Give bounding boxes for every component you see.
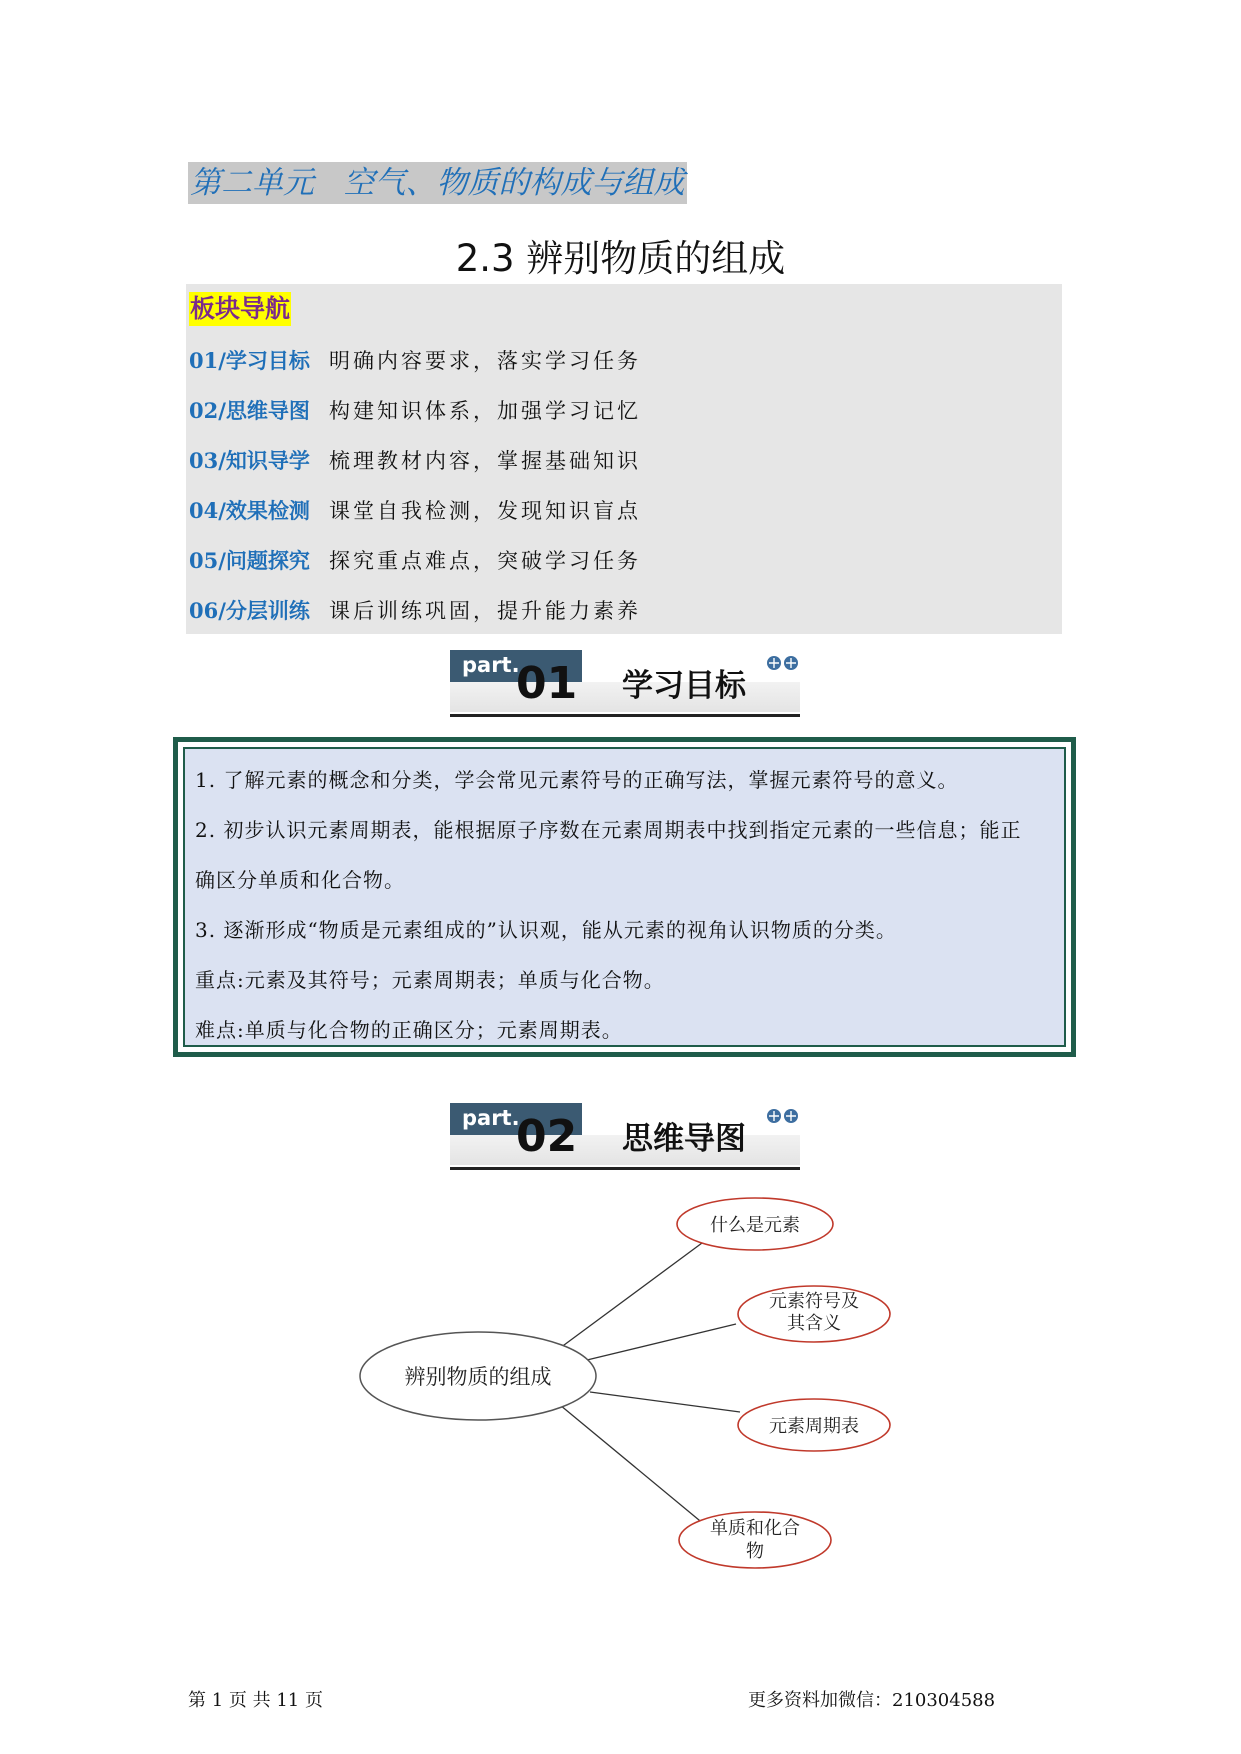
nav-item-desc: 探究重点难点，突破学习任务 — [329, 549, 641, 573]
section-navigation — [186, 284, 1062, 634]
nav-item — [189, 538, 641, 584]
goal-line: 难点:单质与化合物的正确区分；元素周期表。 — [195, 1018, 623, 1042]
part-number: 02 — [516, 1111, 578, 1162]
part-title: 思维导图 — [622, 1121, 746, 1157]
learning-goals-panel — [183, 747, 1066, 1047]
part-01-banner — [450, 650, 800, 716]
nav-item-number: 02/思维导图 — [189, 398, 310, 423]
decorative-dots-icon — [766, 1107, 802, 1125]
part-02-banner — [450, 1103, 800, 1169]
branch-node-label: 物 — [746, 1541, 764, 1562]
goal-line: 3. 逐渐形成“物质是元素组成的”认识观，能从元素的视角认识物质的分类。 — [195, 918, 897, 942]
mind-map — [0, 1180, 1241, 1600]
banner-underline — [450, 1167, 800, 1170]
nav-item-number: 01/学习目标 — [189, 348, 310, 373]
nav-item-number: 03/知识导学 — [189, 448, 310, 473]
branch-node-label: 元素周期表 — [769, 1416, 859, 1437]
unit-title: 第二单元 空气、物质的构成与组成 — [188, 162, 687, 204]
page-number: 第 1 页 共 11 页 — [188, 1690, 323, 1711]
branch-node-label: 什么是元素 — [710, 1215, 800, 1236]
nav-item — [189, 588, 641, 634]
decorative-dots-icon — [766, 654, 802, 672]
goal-line: 2. 初步认识元素周期表，能根据原子序数在元素周期表中找到指定元素的一些信息；能正 — [195, 818, 1022, 842]
center-node-label: 辨别物质的组成 — [404, 1365, 552, 1389]
nav-item — [189, 488, 641, 534]
branch-node-label: 其含义 — [787, 1313, 841, 1334]
part-tag: part. — [450, 1103, 582, 1135]
nav-item-number: 05/问题探究 — [189, 548, 310, 573]
part-tag: part. — [450, 650, 582, 682]
part-title: 学习目标 — [622, 668, 746, 704]
nav-item-desc: 课堂自我检测，发现知识盲点 — [329, 499, 641, 523]
footer-contact: 更多资料加微信：210304588 — [748, 1690, 996, 1711]
goal-line: 1. 了解元素的概念和分类，学会常见元素符号的正确写法，掌握元素符号的意义。 — [195, 768, 959, 792]
nav-item-desc: 课后训练巩固，提升能力素养 — [329, 599, 641, 623]
nav-item — [189, 388, 641, 434]
nav-item-desc: 梳理教材内容，掌握基础知识 — [329, 449, 641, 473]
branch-node-label: 元素符号及 — [769, 1291, 859, 1312]
lesson-title: 2.3 辨别物质的组成 — [455, 237, 786, 280]
nav-item-desc: 明确内容要求，落实学习任务 — [329, 349, 641, 373]
nav-item — [189, 338, 641, 384]
nav-item — [189, 438, 641, 484]
banner-underline — [450, 714, 800, 717]
goal-line: 重点:元素及其符号；元素周期表；单质与化合物。 — [195, 968, 665, 992]
branch-node-label: 单质和化合 — [710, 1518, 800, 1539]
goal-line: 确区分单质和化合物。 — [195, 868, 405, 892]
nav-heading: 板块导航 — [189, 292, 291, 326]
nav-item-desc: 构建知识体系，加强学习记忆 — [329, 399, 641, 423]
learning-goals-box — [173, 737, 1076, 1057]
part-number: 01 — [516, 658, 578, 709]
nav-item-number: 06/分层训练 — [189, 598, 310, 623]
nav-item-number: 04/效果检测 — [189, 498, 310, 523]
